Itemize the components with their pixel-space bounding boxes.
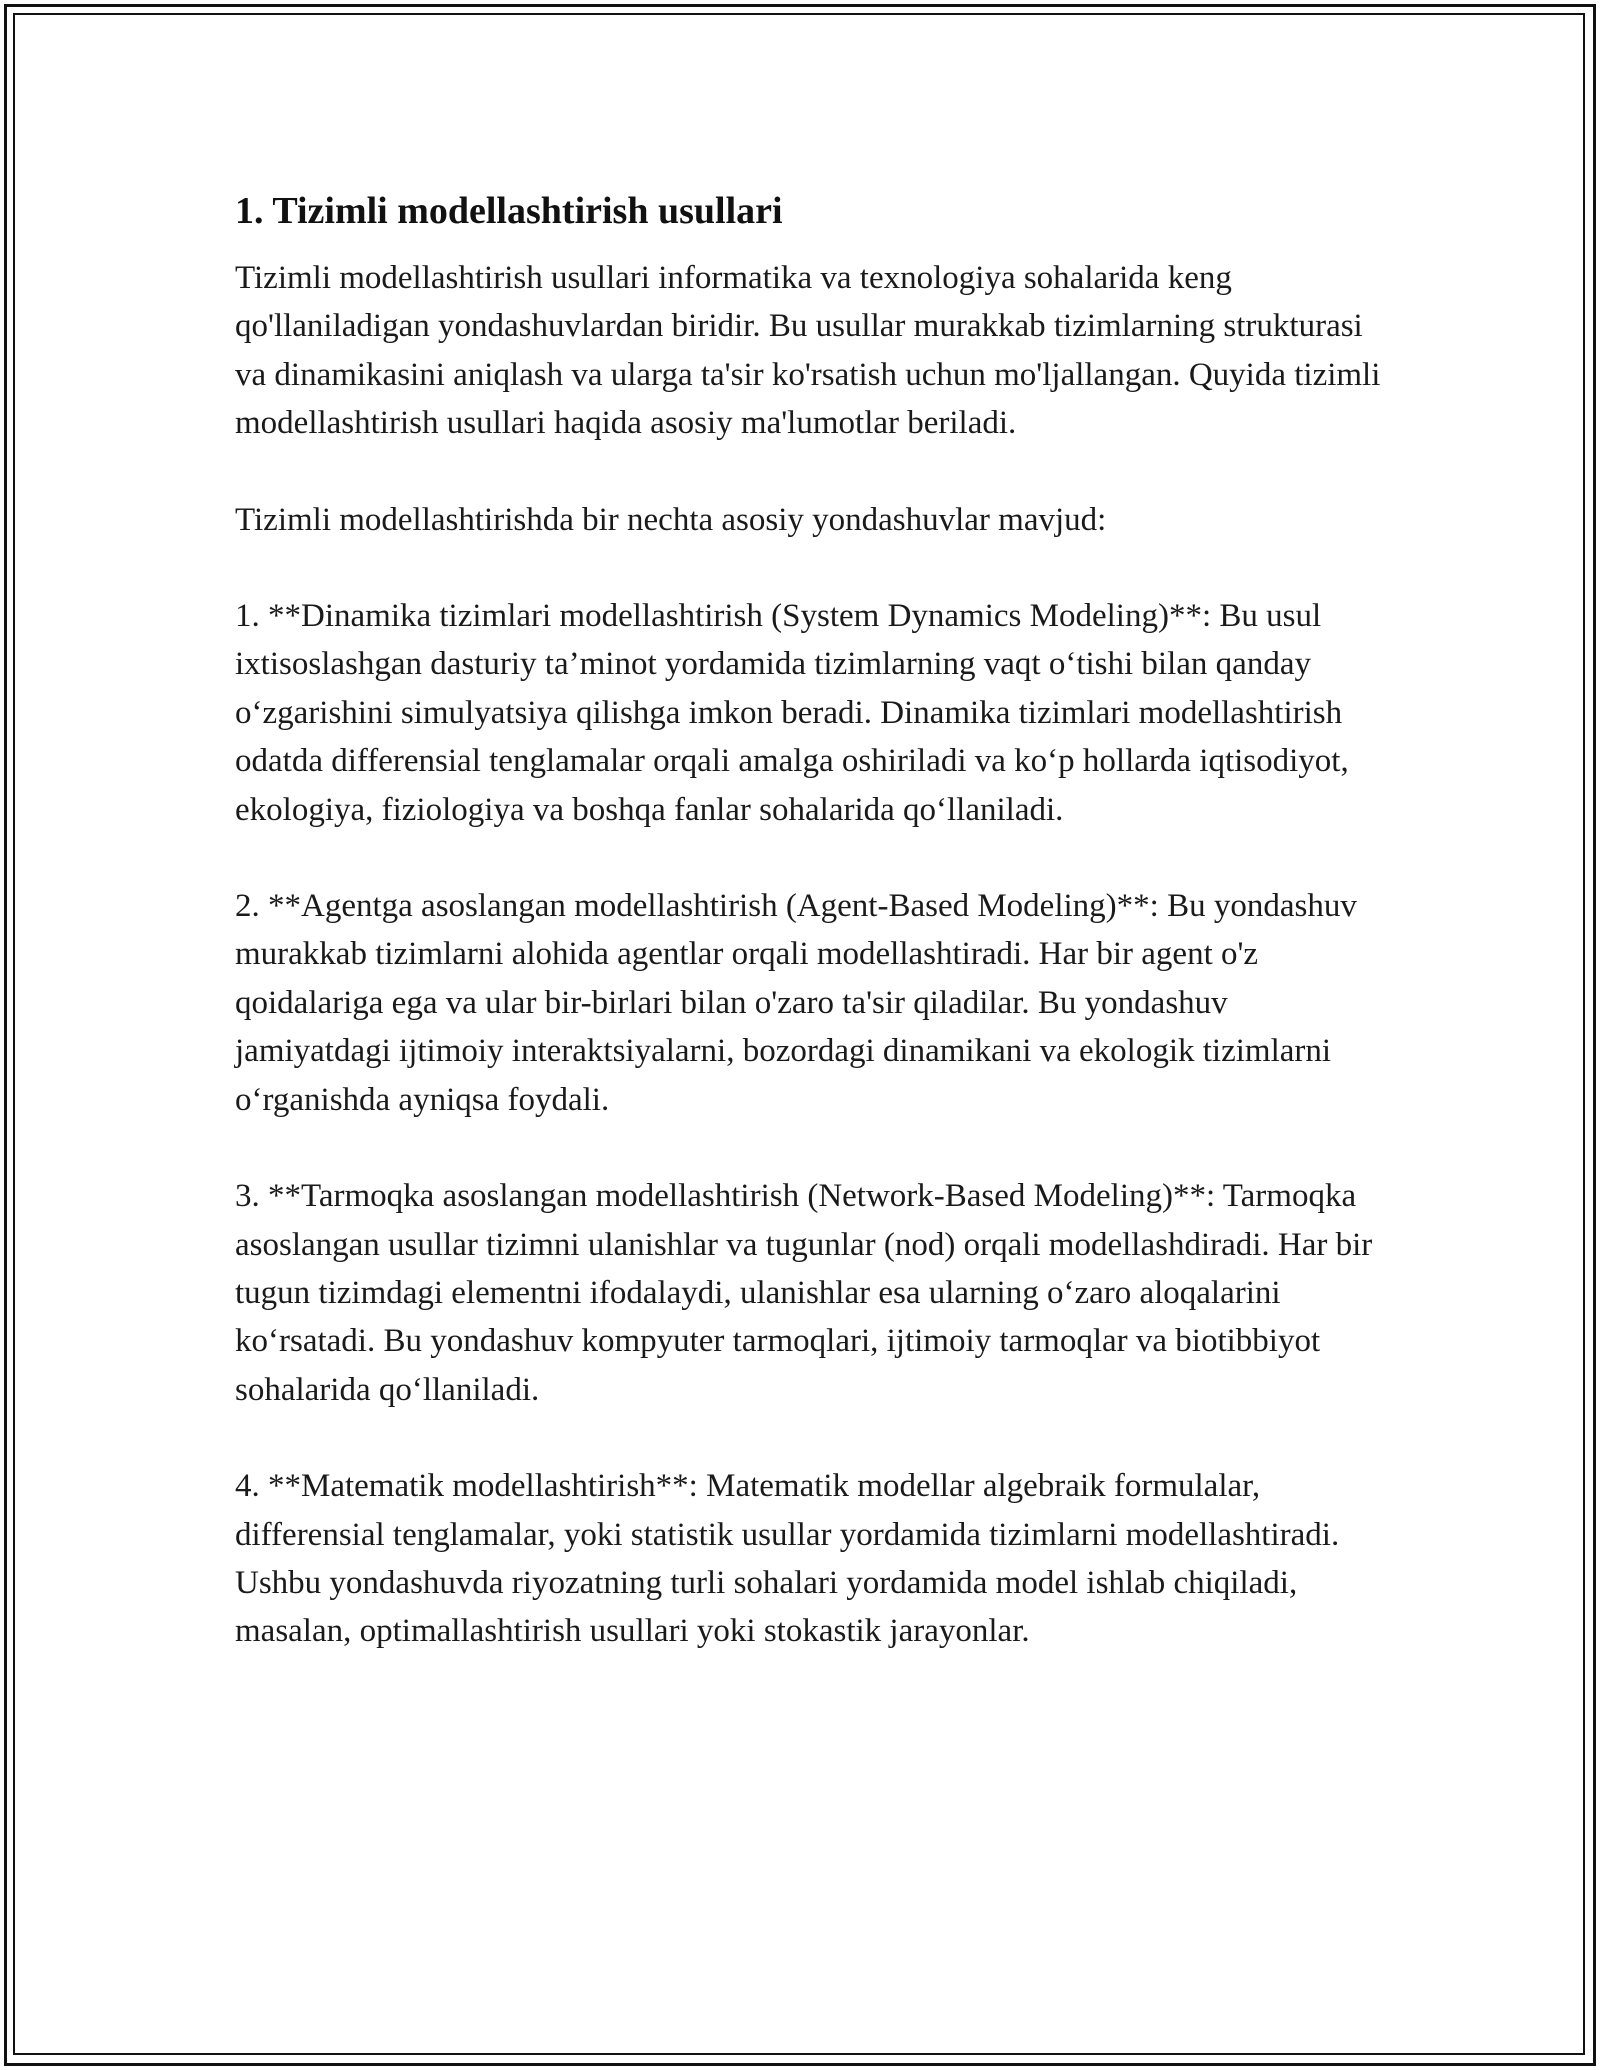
document-title: 1. Tizimli modellashtirish usullari bbox=[235, 190, 783, 232]
mathematical-modeling-paragraph: 4. **Matematik modellashtirish**: Matematik modellar algebraik formulalar, differensial tenglamalar, yoki statistik usullar yordamida tizimlarni modellashtiradi. Ushbu yondashuvda riyozatning turli sohalari yordamida model ishlab chiqiladi, masalan, optimallashtirish usullari yoki stokastik jarayonlar. bbox=[235, 1468, 1340, 1650]
system-dynamics-paragraph: 1. **Dinamika tizimlari modellashtirish (System Dynamics Modeling)**: Bu usul ixtisoslashgan dasturiy ta’minot yordamida tizimlarning vaqt o‘tishi bilan qanday o‘zgarishini simulyatsiya qilishga imkon beradi. Dinamika tizimlari modellashtirish odatda differensial tenglamalar orqali amalga oshiriladi va ko‘p hollarda iqtisodiyot, ekologiya, fiziologiya va boshqa fanlar sohalarida qo‘llaniladi. bbox=[235, 598, 1349, 828]
approaches-lead-paragraph: Tizimli modellashtirishda bir nechta asosiy yondashuvlar mavjud: bbox=[235, 501, 1107, 538]
document-body bbox=[235, 186, 1385, 1704]
intro-paragraph: Tizimli modellashtirish usullari informatika va texnologiya sohalarida keng qo'llaniladigan yondashuvlardan biridir. Bu usullar murakkab tizimlarning strukturasi va dinamikasini aniqlash va ularga ta'sir ko'rsatish uchun mo'ljallangan. Quyida tizimli modellashtirish usullari haqida asosiy ma'lumotlar beriladi. bbox=[235, 260, 1381, 442]
network-based-paragraph: 3. **Tarmoqka asoslangan modellashtirish (Network-Based Modeling)**: Tarmoqka asoslangan usullar tizimni ulanishlar va tugunlar (nod) orqali modellashdiradi. Har bir tugun tizimdagi elementni ifodalaydi, ulanishlar esa ularning o‘zaro aloqalarini ko‘rsatadi. Bu yondashuv kompyuter tarmoqlari, ijtimoiy tarmoqlar va biotibbiyot sohalarida qo‘llaniladi. bbox=[235, 1178, 1373, 1408]
agent-based-paragraph: 2. **Agentga asoslangan modellashtirish (Agent-Based Modeling)**: Bu yondashuv murakkab tizimlarni alohida agentlar orqali modellashtiradi. Har bir agent o'z qoidalariga ega va ular bir-birlari bilan o'zaro ta'sir qiladilar. Bu yondashuv jamiyatdagi ijtimoiy interaktsiyalarni, bozordagi dinamikani va ekologik tizimlarni o‘rganishda ayniqsa foydali. bbox=[235, 888, 1357, 1118]
